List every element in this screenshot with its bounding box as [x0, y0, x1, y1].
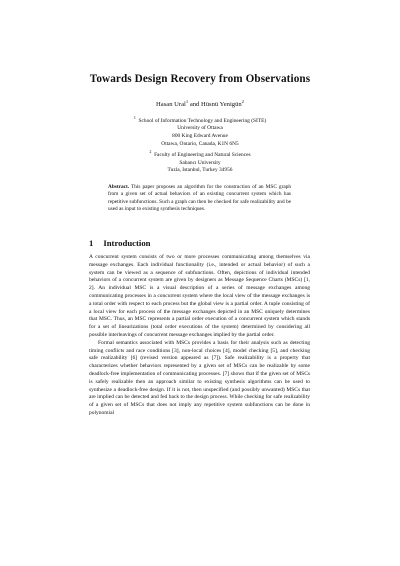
author-name: Hüsnü Yenigün — [201, 101, 242, 109]
section-heading — [89, 238, 151, 248]
abstract-text: This paper proposes an algorithm for the construction of an MSC graph from a given set of actual behaviors of an existing concurrent system which has repetitive subfunctions. Such a graph can then be checked for safe realizability and be used as input to existing synthesis techniques. — [108, 184, 291, 213]
affiliation-line: Sabancı University — [179, 159, 221, 166]
author-mark: 2 — [241, 99, 244, 104]
section-title: Introduction — [103, 238, 151, 248]
paper-title: Towards Design Recovery from Observations — [89, 73, 311, 85]
affiliation-mark: 1 — [133, 115, 136, 120]
body-text — [89, 254, 310, 418]
affiliation-line: $^2$ Faculty of Engineering and Natural Sciences — [149, 149, 251, 158]
author-line — [0, 99, 400, 108]
paragraph: A concurrent system consists of two or more processes communicating among themselves via message exchanges. Each individual functionality (i.e., intended or actual behavior) of such a system can be viewed as a sequence of subfunctions. Often, depictions of individual intended behaviors of a concurrent system are given by designers as Message Sequence Charts (MSCs) [1, 2]. An individual MSC is a visual description of a series of message exchanges among communicating processes in a concurrent system where the local view of the message exchanges is a total order with respect to each process but the global view is a partial order. A tuple consisting of a local view for each process of the message exchanges depicted in an MSC uniquely determines that MSC. Thus, an MSC represents a partial order execution of a concurrent system which stands for a set of linearizations (total order executions of the system) determined by considering all possible interleavings of concurrent message exchanges implied by the partial order. — [89, 254, 310, 338]
author-name: Hasan Ural — [156, 101, 186, 109]
affiliation-line: Ottawa, Ontario, Canada, K1N 6N5 — [161, 140, 239, 147]
affiliation-mark: 2 — [149, 149, 152, 155]
abstract-label: Abstract. — [108, 184, 130, 190]
author-joiner: and — [189, 101, 200, 109]
affiliation-line: Tuzla, Istanbul, Turkey 34956 — [167, 167, 233, 174]
affiliation-line: $^1$ School of Information Technology and Engineering (SITE) — [133, 115, 267, 124]
affiliation-line: 800 King Edward Avenue — [172, 132, 228, 139]
paragraph: Formal semantics associated with MSCs provides a basis for their analysis such as detecting timing conflicts and race conditions [3], non-local choices [4], model checking [5], and checking safe realizability [6] (revised version appeared as [7]). Safe realizability is a property that characterizes whether behaviors represented by a given set of MSCs can be realizable by some deadlock-free implementation of communicating processes. [7] shows that if the given set of MSCs is safely realizable then an approach similar to existing synthesis algorithms can be used to synthesize a deadlock-free design. If it is not, then unspecified (and possibly unwanted) MSCs that are implied can be detected and fed back to the design process. While checking for safe realizability of a given set of MSCs that does not imply any repetitive system subfunctions can be done in polynomial — [89, 339, 310, 416]
affiliations — [0, 114, 400, 175]
abstract — [108, 184, 291, 214]
affiliation-line: University of Ottawa — [177, 125, 223, 132]
section-number: 1 — [89, 238, 94, 248]
author-mark: 1 — [185, 99, 189, 104]
